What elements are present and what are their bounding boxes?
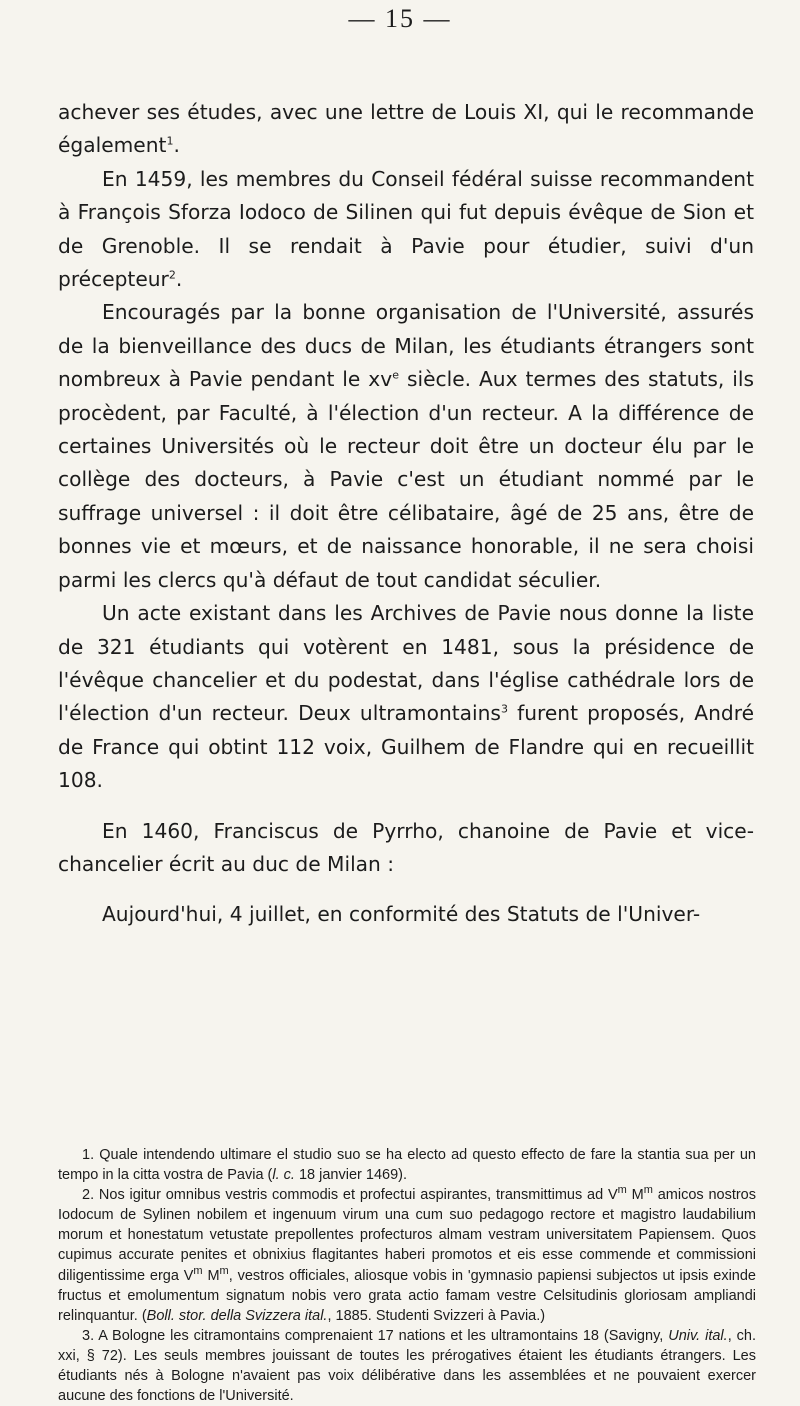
paragraph: Encouragés par la bonne organisation de l'Université, assurés de la bienveillance des ducs de Milan, les étudiants étrangers sont nombreux à Pavie pendant le $xv^e$ siècle. Aux termes des statuts, ils procèdent, par Faculté, à l'élection d'un recteur. A la différence de certaines Universités où le recteur doit être un docteur élu par le collège des docteurs, à Pavie c'est un étudiant nommé par le suffrage universel : il doit être célibataire, âgé de 25 ans, être de bonnes vie et mœurs, et de naissance honorable, il ne sera choisi parmi les clercs qu'à défaut de tout candidat séculier. <box>58 300 755 592</box>
footnotes <box>58 1145 756 1406</box>
paragraph: En 1460, Franciscus de Pyrrho, chanoine de Pavie et vice-chancelier écrit au duc de Milan : <box>58 818 754 876</box>
paragraph: En 1459, les membres du Conseil fédéral suisse recommandent à François Sforza Iodoco de Silinen qui fut depuis évêque de Sion et de Grenoble. Il se rendait à Pavie pour étudier, suivi d'un précepteur$^2$. <box>58 166 754 292</box>
footnote: 2. Nos igitur omnibus vestris commodis et profectui aspirantes, transmittimus ad $V^m$ $M^m$ amicos nostros Iodocum de Sylinen nobilem et ingenuum virum una cum suo pedagogo rectore et magistro laudabilium morum et honestatum vetustate prepollentes profecturos almam vestram universitatem Papiensem. Quos cupimus accurate penites et obnixius flagitantes haberi promotos et eis esse commende et commissioni diligentissime erga $V^m$ $M^m$, vestros officiales, aliosque vobis in 'gymnasio papiensi subjectos ut ipsis exinde fructus et emolumentum signatum nobis vero grata actio famam vestre Celsitudinis gloriosam ampliandi relinquantur. (Boll. stor. della Svizzera ital., 1885. Studenti Svizzeri à Pavia.) <box>58 1184 756 1324</box>
note-ref[interactable]: 3 <box>500 702 508 716</box>
note-ref[interactable]: 1 <box>166 134 174 148</box>
footnote: 1. Quale intendendo ultimare el studio suo se ha electo ad questo effecto de fare la stantia sua per un tempo in la citta vostra de Pavia (l. c. 18 janvier 1469). <box>58 1147 756 1184</box>
footnote: 3. A Bologne les citramontains comprenaient 17 nations et les ultramontains 18 (Savigny, Univ. ital., ch. xxi, § 72). Les seuls membres jouissant de toutes les prérogatives étaient les étudiants étrangers. Les étudiants nés à Bologne n'avaient pas voix délibérative dans les assemblées et ne pouvaient exercer aucune des fonctions de l'Université. <box>58 1327 756 1405</box>
note-ref[interactable]: 2 <box>168 268 176 282</box>
paragraph: Un acte existant dans les Archives de Pavie nous donne la liste de 321 étudiants qui votèrent en 1481, sous la présidence de l'évêque chancelier et du podestat, dans l'église cathédrale lors de l'élection d'un recteur. Deux ultramontains$^3$ furent proposés, André de France qui obtint 112 voix, Guilhem de Flandre qui en recueillit 108. <box>58 601 755 793</box>
main-text <box>58 96 754 932</box>
page-number: — 15 — <box>348 4 452 33</box>
paragraph: Aujourd'hui, 4 juillet, en conformité des Statuts de l'Univer- <box>102 902 701 927</box>
paragraph: achever ses études, avec une lettre de Louis XI, qui le recommande également$^1$. <box>58 100 754 158</box>
